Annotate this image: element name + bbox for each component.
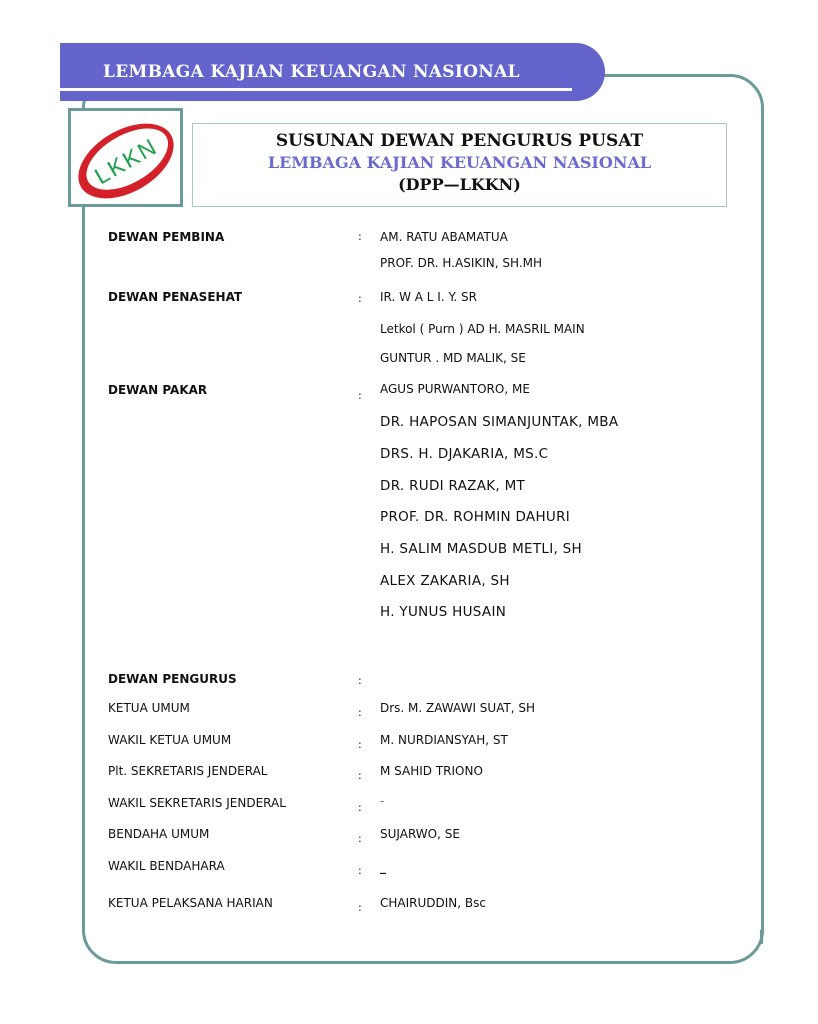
colon: : bbox=[358, 292, 362, 305]
section-label-pembina: DEWAN PEMBINA bbox=[108, 230, 225, 244]
pengurus-role: WAKIL SEKRETARIS JENDERAL bbox=[108, 796, 286, 810]
pengurus-name: M SAHID TRIONO bbox=[380, 764, 483, 778]
colon: : bbox=[358, 738, 362, 751]
colon: : bbox=[358, 901, 362, 914]
colon: : bbox=[358, 801, 362, 814]
colon: : bbox=[358, 674, 362, 687]
colon: : bbox=[358, 769, 362, 782]
pengurus-name: CHAIRUDDIN, Bsc bbox=[380, 896, 486, 910]
pakar-member: AGUS PURWANTORO, ME bbox=[380, 382, 530, 396]
title-box bbox=[192, 123, 727, 207]
title-line-3: (DPP—LKKN) bbox=[398, 175, 521, 194]
pengurus-role: KETUA PELAKSANA HARIAN bbox=[108, 896, 273, 910]
pengurus-name: SUJARWO, SE bbox=[380, 827, 460, 841]
pengurus-role: WAKIL KETUA UMUM bbox=[108, 733, 232, 747]
pakar-member: H. SALIM MASDUB METLI, SH bbox=[380, 541, 583, 557]
colon: : bbox=[358, 706, 362, 719]
colon: : bbox=[358, 832, 362, 845]
pembina-member: AM. RATU ABAMATUA bbox=[380, 230, 508, 244]
pakar-member: DR. HAPOSAN SIMANJUNTAK, MBA bbox=[380, 414, 619, 430]
section-label-pakar: DEWAN PAKAR bbox=[108, 383, 208, 397]
pembina-member: PROF. DR. H.ASIKIN, SH.MH bbox=[380, 256, 543, 270]
pakar-member: DRS. H. DJAKARIA, MS.C bbox=[380, 446, 549, 462]
pengurus-role: BENDAHA UMUM bbox=[108, 827, 210, 841]
title-line-2: LEMBAGA KAJIAN KEUANGAN NASIONAL bbox=[267, 153, 652, 172]
banner-title: LEMBAGA KAJIAN KEUANGAN NASIONAL bbox=[103, 62, 520, 82]
banner-underline bbox=[60, 88, 572, 91]
pengurus-role: KETUA UMUM bbox=[108, 701, 190, 715]
pengurus-name: - bbox=[380, 794, 385, 808]
pakar-member: ALEX ZAKARIA, SH bbox=[380, 573, 510, 589]
penasehat-member: GUNTUR . MD MALIK, SE bbox=[380, 351, 526, 365]
penasehat-member: Letkol ( Purn ) AD H. MASRIL MAIN bbox=[380, 322, 585, 336]
pengurus-name: M. NURDIANSYAH, ST bbox=[380, 733, 508, 747]
pakar-member: H. YUNUS HUSAIN bbox=[380, 604, 507, 620]
section-label-penasehat: DEWAN PENASEHAT bbox=[108, 290, 243, 304]
pakar-member: DR. RUDI RAZAK, MT bbox=[380, 478, 526, 494]
penasehat-member: IR. W A L I. Y. SR bbox=[380, 290, 477, 304]
frame-tick bbox=[760, 930, 763, 944]
pengurus-name: _ bbox=[380, 860, 386, 874]
colon: : bbox=[358, 864, 362, 877]
pengurus-role: WAKIL BENDAHARA bbox=[108, 859, 225, 873]
title-line-1: SUSUNAN DEWAN PENGURUS PUSAT bbox=[275, 131, 644, 151]
colon: : bbox=[358, 389, 362, 402]
colon: : bbox=[358, 230, 362, 243]
section-label-pengurus: DEWAN PENGURUS bbox=[108, 672, 237, 686]
logo-text: LKKN bbox=[90, 132, 162, 190]
logo-box bbox=[68, 108, 183, 207]
pakar-member: PROF. DR. ROHMIN DAHURI bbox=[380, 509, 571, 525]
pengurus-name: Drs. M. ZAWAWI SUAT, SH bbox=[380, 701, 536, 715]
lkkn-logo bbox=[74, 115, 178, 203]
pengurus-role: Plt. SEKRETARIS JENDERAL bbox=[108, 764, 268, 778]
